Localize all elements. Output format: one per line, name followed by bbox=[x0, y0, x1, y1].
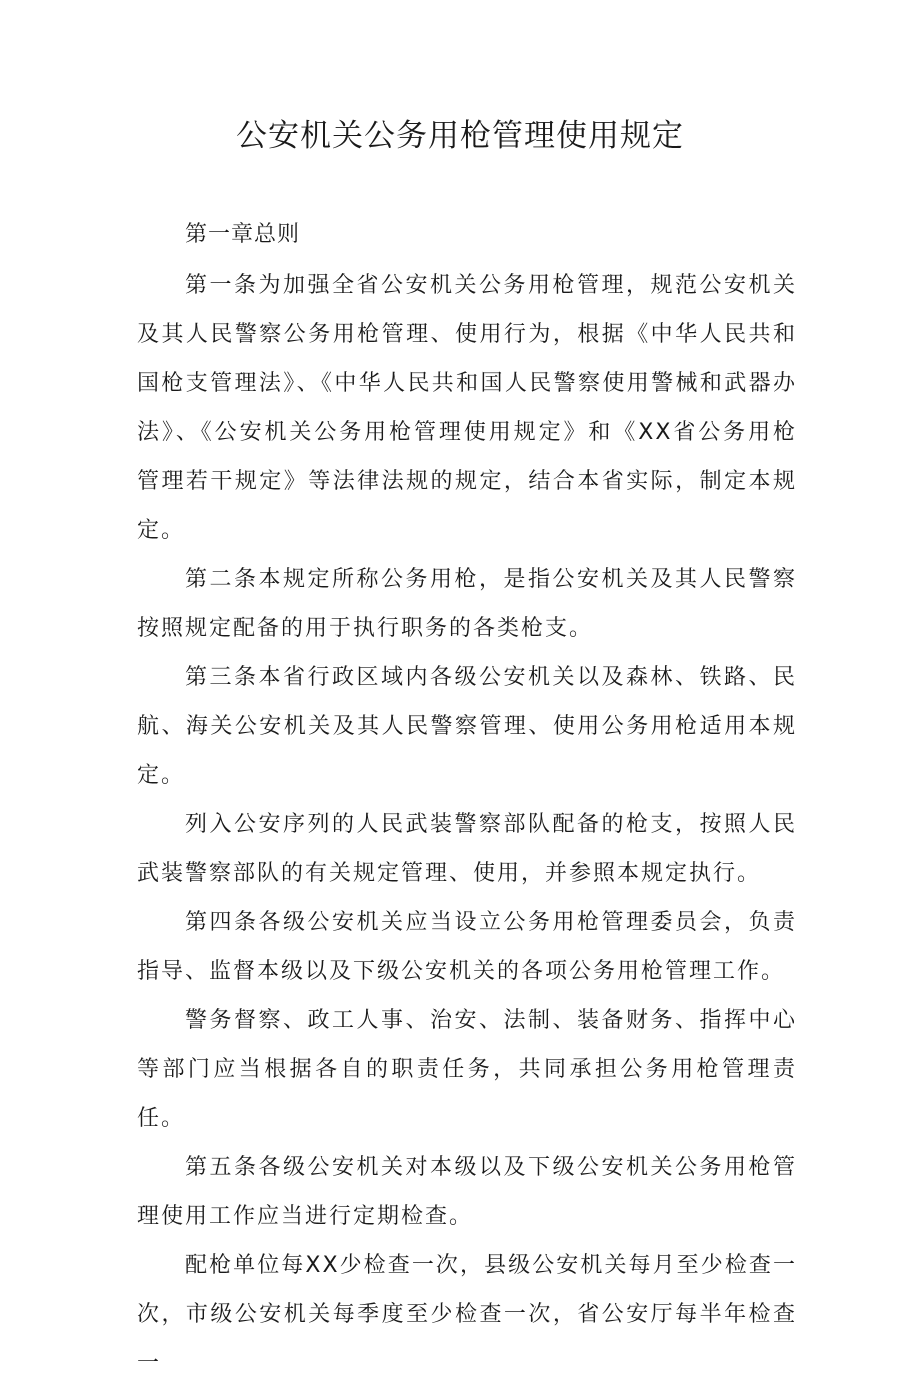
paragraph-article-2: 第二条本规定所称公务用枪，是指公安机关及其人民警察按照规定配备的用于执行职务的各类枪支。 bbox=[137, 567, 797, 641]
paragraph-article-1: 第一条为加强全省公安机关公务用枪管理，规范公安机关及其人民警察公务用枪管理、使用行为，根据《中华人民共和国枪支管理法》、《中华人民共和国人民警察使用警械和武器办法》、《公安机关公务用枪管理使用规定》和《XX省公务用枪管理若干规定》等法律法规的规定，结合本省实际，制定本规定。 bbox=[137, 273, 797, 543]
paragraph-article-4: 第四条各级公安机关应当设立公务用枪管理委员会，负责指导、监督本级以及下级公安机关的各项公务用枪管理工作。 bbox=[137, 910, 797, 984]
document-body bbox=[137, 210, 797, 1388]
paragraph-article-4-clause: 警务督察、政工人事、治安、法制、装备财务、指挥中心等部门应当根据各自的职责任务，共同承担公务用枪管理责任。 bbox=[137, 1008, 797, 1131]
chapter-heading: 第一章总则 bbox=[185, 222, 301, 247]
document-title: 公安机关公务用枪管理使用规定 bbox=[236, 118, 684, 154]
paragraph-article-5-clause: 配枪单位每XX少检查一次，县级公安机关每月至少检查一次，市级公安机关每季度至少检查一次，省公安厅每半年检查一 bbox=[137, 1253, 797, 1376]
paragraph-article-3-clause: 列入公安序列的人民武装警察部队配备的枪支，按照人民武装警察部队的有关规定管理、使用，并参照本规定执行。 bbox=[137, 812, 797, 886]
paragraph-article-5: 第五条各级公安机关对本级以及下级公安机关公务用枪管理使用工作应当进行定期检查。 bbox=[137, 1155, 797, 1229]
paragraph-article-3: 第三条本省行政区域内各级公安机关以及森林、铁路、民航、海关公安机关及其人民警察管理、使用公务用枪适用本规定。 bbox=[137, 665, 797, 788]
